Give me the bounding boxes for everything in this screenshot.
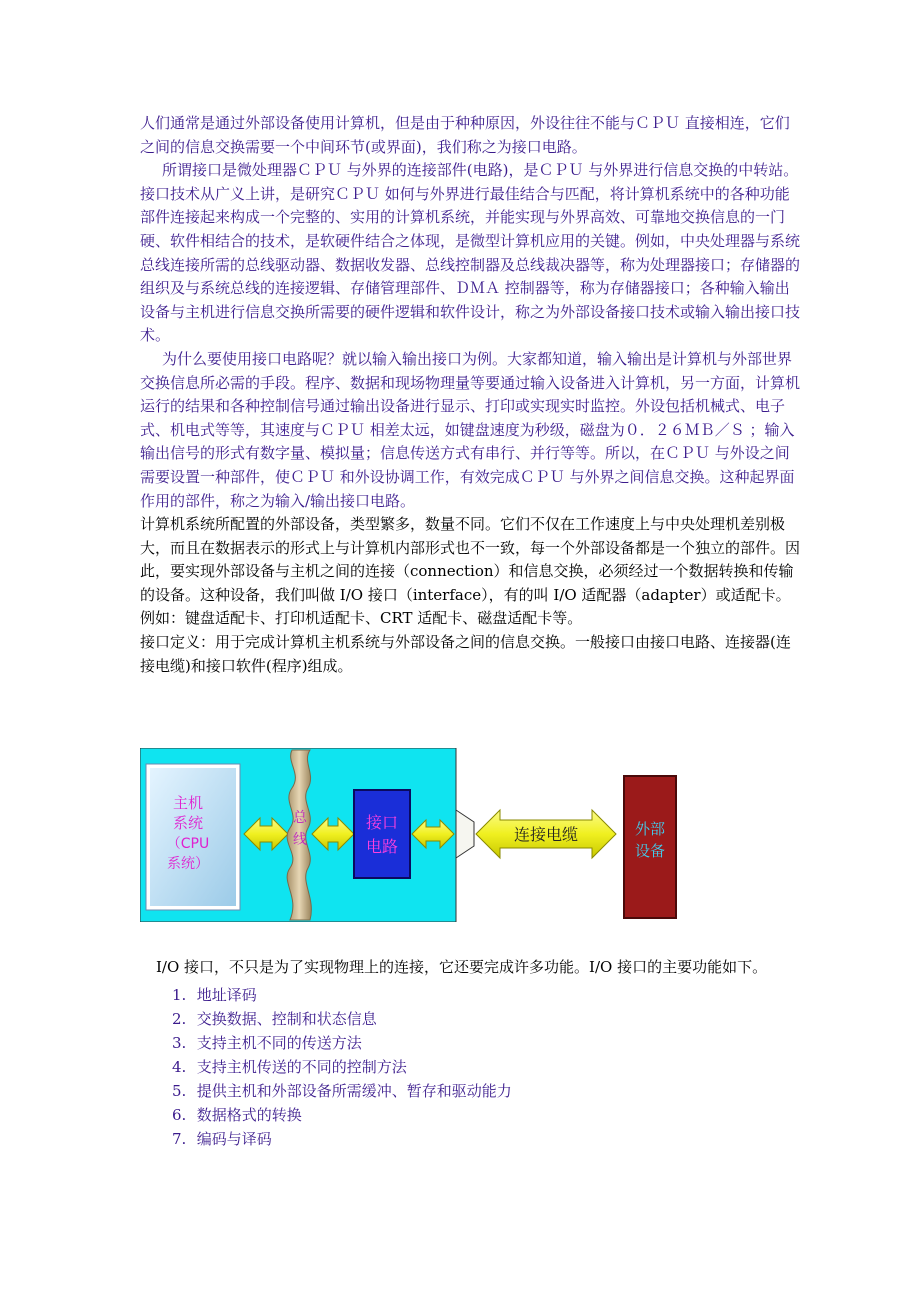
interface-label-2: 电路 — [365, 837, 399, 856]
paragraph-interface-composition: 接口定义：用于完成计算机主机系统与外部设备之间的信息交换。一般接口由接口电路、连接器(连接电缆)和接口软件(程序)组成。 — [140, 633, 791, 675]
functions-section — [140, 955, 800, 1151]
paragraph-intro: 人们通常是通过外部设备使用计算机，但是由于种种原因，外设往往不能与ＣＰＵ 直接相连，它们之间的信息交换需要一个中间环节(或界面)，我们称之为接口电路。 — [140, 114, 790, 156]
paragraph-why-interface: 为什么要使用接口电路呢？就以输入输出接口为例。大家都知道，输入输出是计算机与外部世界交换信息所必需的手段。程序、数据和现场物理量等要通过输入设备进入计算机，另一方面，计算机运行的结果和各种控制信号通过输出设备进行显示、打印或实现实时监控。外设包括机械式、电子式、机电式等等，其速度与ＣＰＵ 相差太远，如键盘速度为秒级，磁盘为０．２６ＭＢ／Ｓ ；输入输出信号的形式有数字量、模拟量；信息传送方式有串行、并行等等。所以，在ＣＰＵ 与外设之间需要设置一种部件，使ＣＰＵ 和外设协调工作，有效完成ＣＰＵ 与外界之间信息交换。这种起界面作用的部件，称之为输入/输出接口电路。 — [140, 349, 801, 510]
external-device-box — [624, 776, 676, 918]
interface-diagram — [140, 748, 680, 922]
list-item: 5. 提供主机和外部设备所需缓冲、暂存和驱动能力 — [172, 1082, 512, 1100]
cable-label: 连接电缆 — [513, 825, 579, 844]
bus-label-1: 总 — [293, 810, 307, 826]
host-system-box — [146, 764, 240, 910]
host-label-3: （CPU — [166, 836, 210, 852]
list-item: 4. 支持主机传送的不同的控制方法 — [172, 1058, 407, 1076]
interface-label-1: 接口 — [365, 813, 399, 832]
list-item: 6. 数据格式的转换 — [172, 1106, 302, 1124]
host-label-1: 主机 — [172, 794, 204, 812]
list-item: 1. 地址译码 — [172, 986, 257, 1004]
interface-circuit-box — [354, 790, 410, 878]
connector-shape — [456, 810, 474, 858]
body-text — [140, 112, 800, 678]
list-item: 7. 编码与译码 — [172, 1130, 272, 1148]
functions-list — [140, 983, 800, 1151]
device-label-1: 外部 — [634, 820, 666, 838]
host-label-2: 系统 — [172, 814, 204, 832]
host-label-4: 系统） — [167, 856, 209, 872]
device-label-2: 设备 — [634, 842, 666, 860]
cable-arrow — [476, 810, 616, 858]
bus-label-2: 线 — [293, 832, 307, 848]
paragraph-external-devices: 计算机系统所配置的外部设备，类型繁多，数量不同。它们不仅在工作速度上与中央处理机差别极大，而且在数据表示的形式上与计算机内部形式也不一致，每一个外部设备都是一个独立的部件。因此，要实现外部设备与主机之间的连接（connection）和信息交换，必须经过一个数据转换和传输的设备。这种设备，我们叫做 I/O 接口（interface），有的叫 I/O 适配器（adapter）或适配卡。例如：键盘适配卡、打印机适配卡、CRT 适配卡、磁盘适配卡等。 — [140, 515, 801, 628]
list-item: 3. 支持主机不同的传送方法 — [172, 1034, 362, 1052]
functions-intro: I/O 接口，不只是为了实现物理上的连接，它还要完成许多功能。I/O 接口的主要功能如下。 — [156, 958, 768, 976]
paragraph-interface-definition: 所谓接口是微处理器ＣＰＵ 与外界的连接部件(电路)，是ＣＰＵ 与外界进行信息交换的中转站。接口技术从广义上讲，是研究ＣＰＵ 如何与外界进行最佳结合与匹配，将计算机系统中的各种功能部件连接起来构成一个完整的、实用的计算机系统，并能实现与外界高效、可靠地交换信息的一门硬、软件相结合的技术，是软硬件结合之体现，是微型计算机应用的关键。例如，中央处理器与系统总线连接所需的总线驱动器、数据收发器、总线控制器及总线裁决器等，称为处理器接口；存储器的组织及与系统总线的连接逻辑、存储管理部件、ＤＭＡ 控制器等，称为存储器接口；各种输入输出设备与主机进行信息交换所需要的硬件逻辑和软件设计，称之为外部设备接口技术或输入输出接口技术。 — [140, 161, 801, 345]
list-item: 2. 交换数据、控制和状态信息 — [172, 1010, 377, 1028]
